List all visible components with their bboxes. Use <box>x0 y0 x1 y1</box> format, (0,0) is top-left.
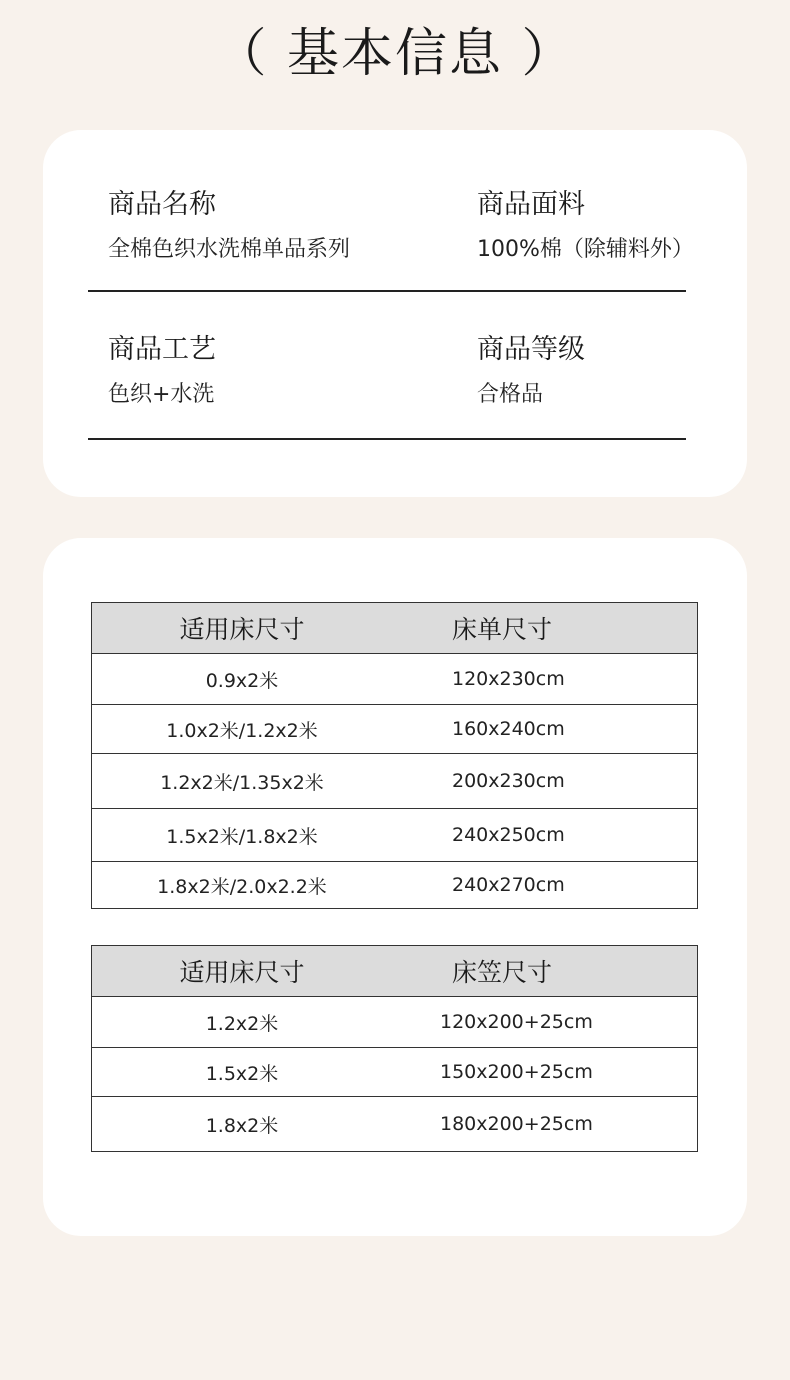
table-header-row <box>92 946 698 997</box>
size-tables-card <box>43 538 747 1236</box>
info-value: 合格品 <box>477 382 544 407</box>
table-cell-bed-size: 1.2x2米 <box>92 997 393 1048</box>
basic-info-card <box>43 130 747 497</box>
info-item-grade <box>477 330 585 412</box>
table-header-fitted-size: 床笠尺寸 <box>392 946 698 997</box>
info-item-craft <box>108 330 216 412</box>
table-header-bed-size: 适用床尺寸 <box>92 603 393 654</box>
table-row <box>92 1048 698 1097</box>
info-label: 商品等级 <box>477 334 585 365</box>
table-cell-sheet-size: 240x250cm <box>392 809 698 862</box>
info-row <box>88 330 686 440</box>
info-value: 100%棉（除辅料外） <box>477 237 694 262</box>
table-row <box>92 862 698 909</box>
info-item-fabric <box>477 185 694 267</box>
table-cell-bed-size: 1.8x2米/2.0x2.2米 <box>92 862 393 909</box>
table-header-sheet-size: 床单尺寸 <box>392 603 698 654</box>
info-label: 商品工艺 <box>108 334 216 365</box>
table-row <box>92 705 698 754</box>
table-cell-sheet-size: 120x230cm <box>392 654 698 705</box>
table-row <box>92 654 698 705</box>
table-cell-fitted-size: 150x200+25cm <box>392 1048 698 1097</box>
info-label: 商品面料 <box>477 189 585 220</box>
table-row <box>92 997 698 1048</box>
table-cell-bed-size: 1.5x2米/1.8x2米 <box>92 809 393 862</box>
table-cell-sheet-size: 200x230cm <box>392 754 698 809</box>
table-cell-fitted-size: 120x200+25cm <box>392 997 698 1048</box>
table-row <box>92 1097 698 1152</box>
info-row <box>88 185 694 292</box>
table-cell-sheet-size: 240x270cm <box>392 862 698 909</box>
table-cell-sheet-size: 160x240cm <box>392 705 698 754</box>
table-cell-bed-size: 1.5x2米 <box>92 1048 393 1097</box>
table-cell-bed-size: 1.2x2米/1.35x2米 <box>92 754 393 809</box>
table-cell-bed-size: 0.9x2米 <box>92 654 393 705</box>
table-cell-bed-size: 1.0x2米/1.2x2米 <box>92 705 393 754</box>
table-header-bed-size: 适用床尺寸 <box>92 946 393 997</box>
table-row <box>92 809 698 862</box>
info-value: 全棉色织水洗棉单品系列 <box>108 237 351 262</box>
page-title: （ 基本信息 ） <box>214 24 576 84</box>
info-item-product-name <box>108 185 350 267</box>
info-value: 色织+水洗 <box>108 382 215 407</box>
table-cell-fitted-size: 180x200+25cm <box>392 1097 698 1152</box>
table-header-row <box>92 603 698 654</box>
sheet-size-table <box>91 602 698 909</box>
fitted-sheet-size-table <box>91 945 698 1152</box>
table-cell-bed-size: 1.8x2米 <box>92 1097 393 1152</box>
table-row <box>92 754 698 809</box>
info-label: 商品名称 <box>108 189 216 220</box>
